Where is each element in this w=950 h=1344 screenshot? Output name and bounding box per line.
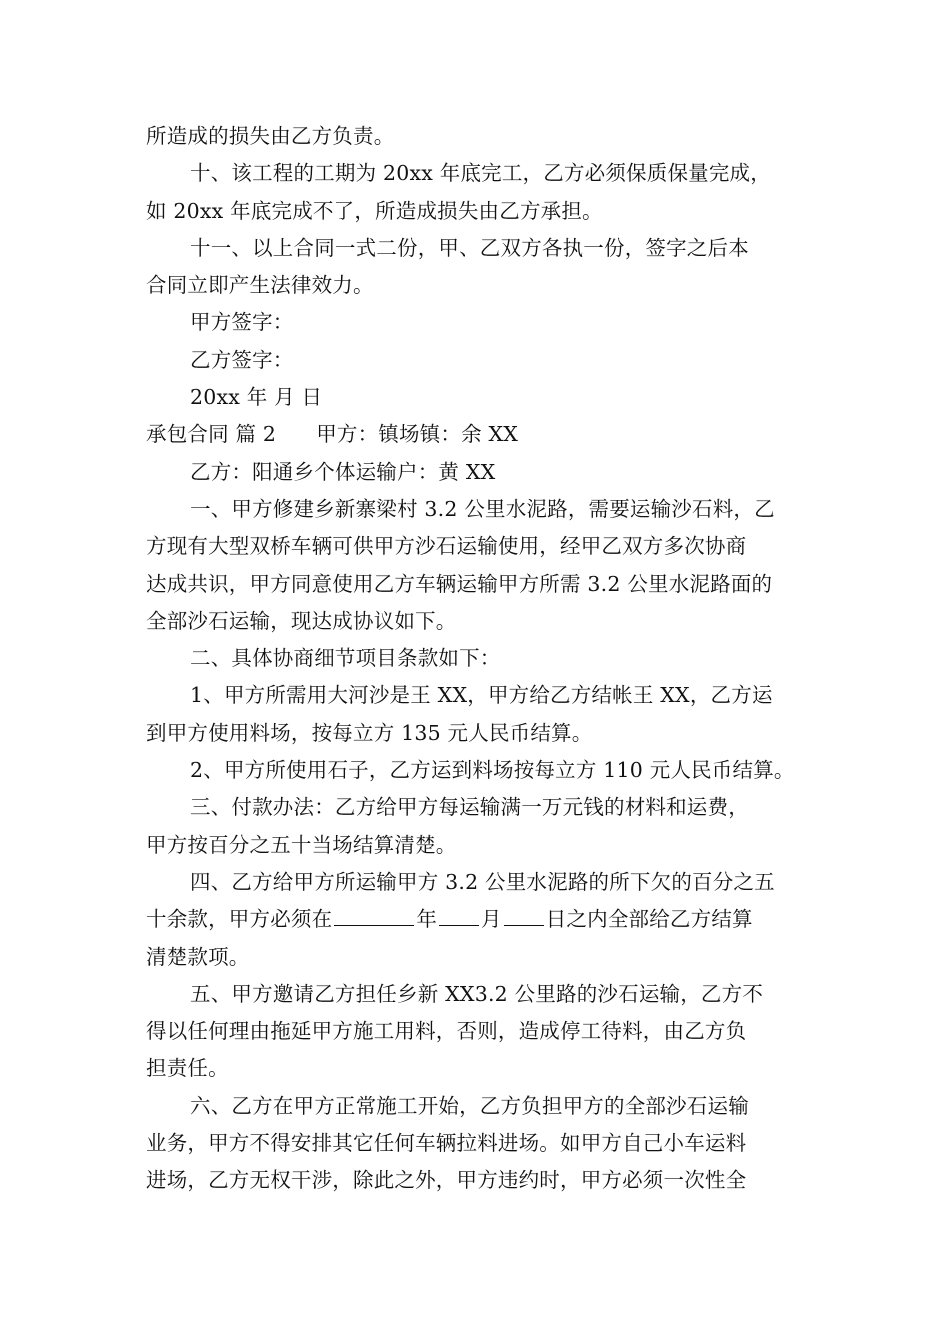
text-line: 业务，甲方不得安排其它任何车辆拉料进场。如甲方自己小车运料	[146, 1131, 747, 1156]
text-line: 担责任。	[146, 1056, 229, 1081]
clause-11: 十一、以上合同一式二份，甲、乙双方各执一份，签字之后本	[190, 235, 749, 260]
party-a-signature: 甲方签字：	[190, 310, 294, 335]
clause-2: 二、具体协商细节项目条款如下：	[190, 646, 501, 671]
item-2: 2、甲方所使用石子，乙方运到料场按每立方 110 元人民币结算。	[190, 758, 795, 783]
text-line: 方现有大型双桥车辆可供甲方沙石运输使用，经甲乙双方多次协商	[146, 534, 747, 559]
date-line: 20xx 年 月 日	[190, 385, 323, 410]
party-a-line: 甲方：镇场镇：余 XX	[316, 422, 519, 447]
text-line: 到甲方使用料场，按每立方 135 元人民币结算。	[146, 720, 593, 745]
clause-6: 六、乙方在甲方正常施工开始，乙方负担甲方的全部沙石运输	[190, 1093, 749, 1118]
text-fragment: 月	[481, 907, 502, 932]
text-line: 如 20xx 年底完成不了，所造成损失由乙方承担。	[146, 198, 603, 223]
document-body	[146, 118, 810, 1200]
section-title: 承包合同 篇 2	[146, 422, 277, 447]
section-heading-row	[146, 416, 810, 453]
party-b-signature: 乙方签字：	[190, 347, 294, 372]
text-fragment: 年	[416, 907, 438, 932]
year-blank	[334, 901, 414, 926]
text-line: 甲方按百分之五十当场结算清楚。	[146, 832, 457, 857]
clause-1: 一、甲方修建乡新寨梁村 3.2 公里水泥路，需要运输沙石料，乙	[190, 496, 775, 521]
text-line: 合同立即产生法律效力。	[146, 273, 374, 298]
text-line: 进场，乙方无权干涉，除此之外，甲方违约时，甲方必须一次性全	[146, 1168, 747, 1193]
month-blank	[439, 901, 479, 926]
text-line: 清楚款项。	[146, 944, 250, 969]
item-1: 1、甲方所需用大河沙是王 XX，甲方给乙方结帐王 XX，乙方运	[190, 683, 773, 708]
day-blank	[504, 901, 544, 926]
text-fragment: 十余款，甲方必须在	[146, 907, 333, 932]
text-line: 达成共识，甲方同意使用乙方车辆运输甲方所需 3.2 公里水泥路面的	[146, 571, 773, 596]
text-line: 所造成的损失由乙方负责。	[146, 124, 395, 148]
clause-5: 五、甲方邀请乙方担任乡新 XX3.2 公里路的沙石运输，乙方不	[190, 981, 764, 1006]
text-line: 全部沙石运输，现达成协议如下。	[146, 608, 457, 633]
text-line: 得以任何理由拖延甲方施工用料，否则，造成停工待料，由乙方负	[146, 1019, 747, 1044]
clause-3: 三、付款办法：乙方给甲方每运输满一万元钱的材料和运费，	[190, 795, 749, 820]
deadline-line	[146, 901, 810, 938]
text-fragment: 日之内全部给乙方结算	[545, 907, 753, 932]
clause-4: 四、乙方给甲方所运输甲方 3.2 公里水泥路的所下欠的百分之五	[190, 869, 775, 894]
clause-10: 十、该工程的工期为 20xx 年底完工，乙方必须保质保量完成，	[190, 161, 771, 186]
party-b-line: 乙方：阳通乡个体运输户：黄 XX	[190, 459, 496, 484]
